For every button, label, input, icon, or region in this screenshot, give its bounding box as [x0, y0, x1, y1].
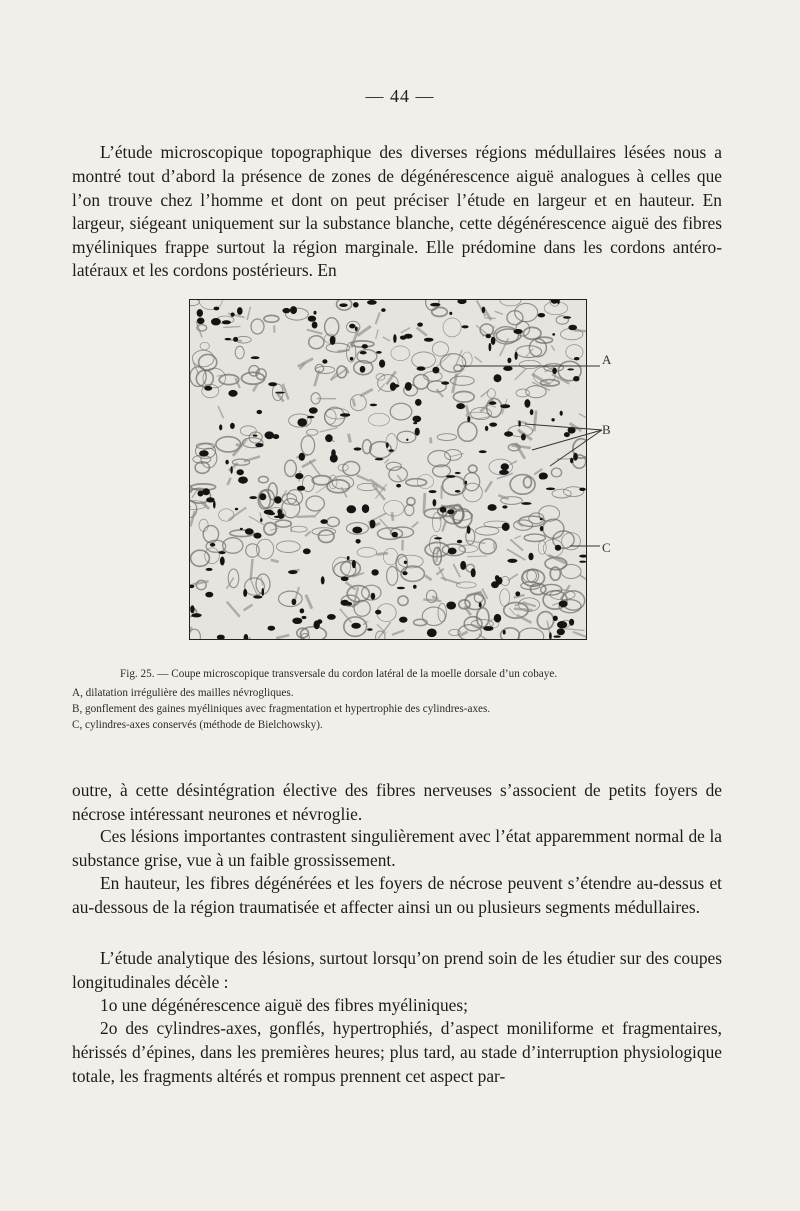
- page-number: — 44 —: [365, 86, 435, 106]
- figure-caption-title: Fig. 25. — Coupe microscopique transversale du cordon latéral de la moelle dorsale d’un cobaye.: [120, 668, 558, 680]
- figure-caption-a: A, dilatation irrégulière des mailles névrogliques.: [72, 687, 294, 699]
- paragraph-3: Ces lésions importantes contrastent singulièrement avec l’état apparemment normal de la substance grise, vue à un faible grossissement.: [72, 826, 722, 870]
- paragraph-1: L’étude microscopique topographique des diverses régions médullaires lésées nous a montré tout d’abord la présence de zones de dégénérescence aiguë analogues à celles que l’on trouve chez l’homme et dont on peut préciser l’étude en largeur et en hauteur. En largeur, siégeant uniquement sur la substance blanche, cette dégénérescence aiguë des fibres myéliniques frappe surtout la région marginale. Elle prédomine dans les cordons antéro-latéraux et les cordons postérieurs. En: [72, 142, 722, 281]
- figure-marker-c: C: [602, 540, 611, 555]
- figure-marker-b: B: [602, 422, 611, 437]
- figure-caption-c: C, cylindres-axes conservés (méthode de Bielchowsky).: [72, 719, 323, 731]
- paragraph-4: En hauteur, les fibres dégénérées et les foyers de nécrose peuvent s’étendre au-dessus et au-dessous de la région traumatisée et affecter ainsi un ou plusieurs segments médullaires.: [72, 873, 722, 917]
- figure-marker-a: A: [602, 352, 612, 367]
- paragraph-2: outre, à cette désintégration élective des fibres nerveuses s’associent de petits foyers de nécrose intéressant neurones et névroglie.: [72, 780, 722, 824]
- paragraph-6: 1o une dégénérescence aiguë des fibres myéliniques;: [100, 995, 468, 1016]
- paragraph-7: 2o des cylindres-axes, gonflés, hypertrophiés, d’aspect moniliforme et fragmentaires, hérissés d’épines, dans les premières heures; plus tard, au stade d’interruption physiologique totale, les fragments altérés et rompus prennent cet aspect par-: [72, 1018, 722, 1086]
- paragraph-5: L’étude analytique des lésions, surtout lorsqu’on prend soin de les étudier sur des coupes longitudinales décèle :: [72, 948, 722, 992]
- figure-caption-b: B, gonflement des gaines myéliniques avec fragmentation et hypertrophie des cylindres-axes.: [72, 703, 491, 715]
- figure-leader-lines: [440, 350, 610, 570]
